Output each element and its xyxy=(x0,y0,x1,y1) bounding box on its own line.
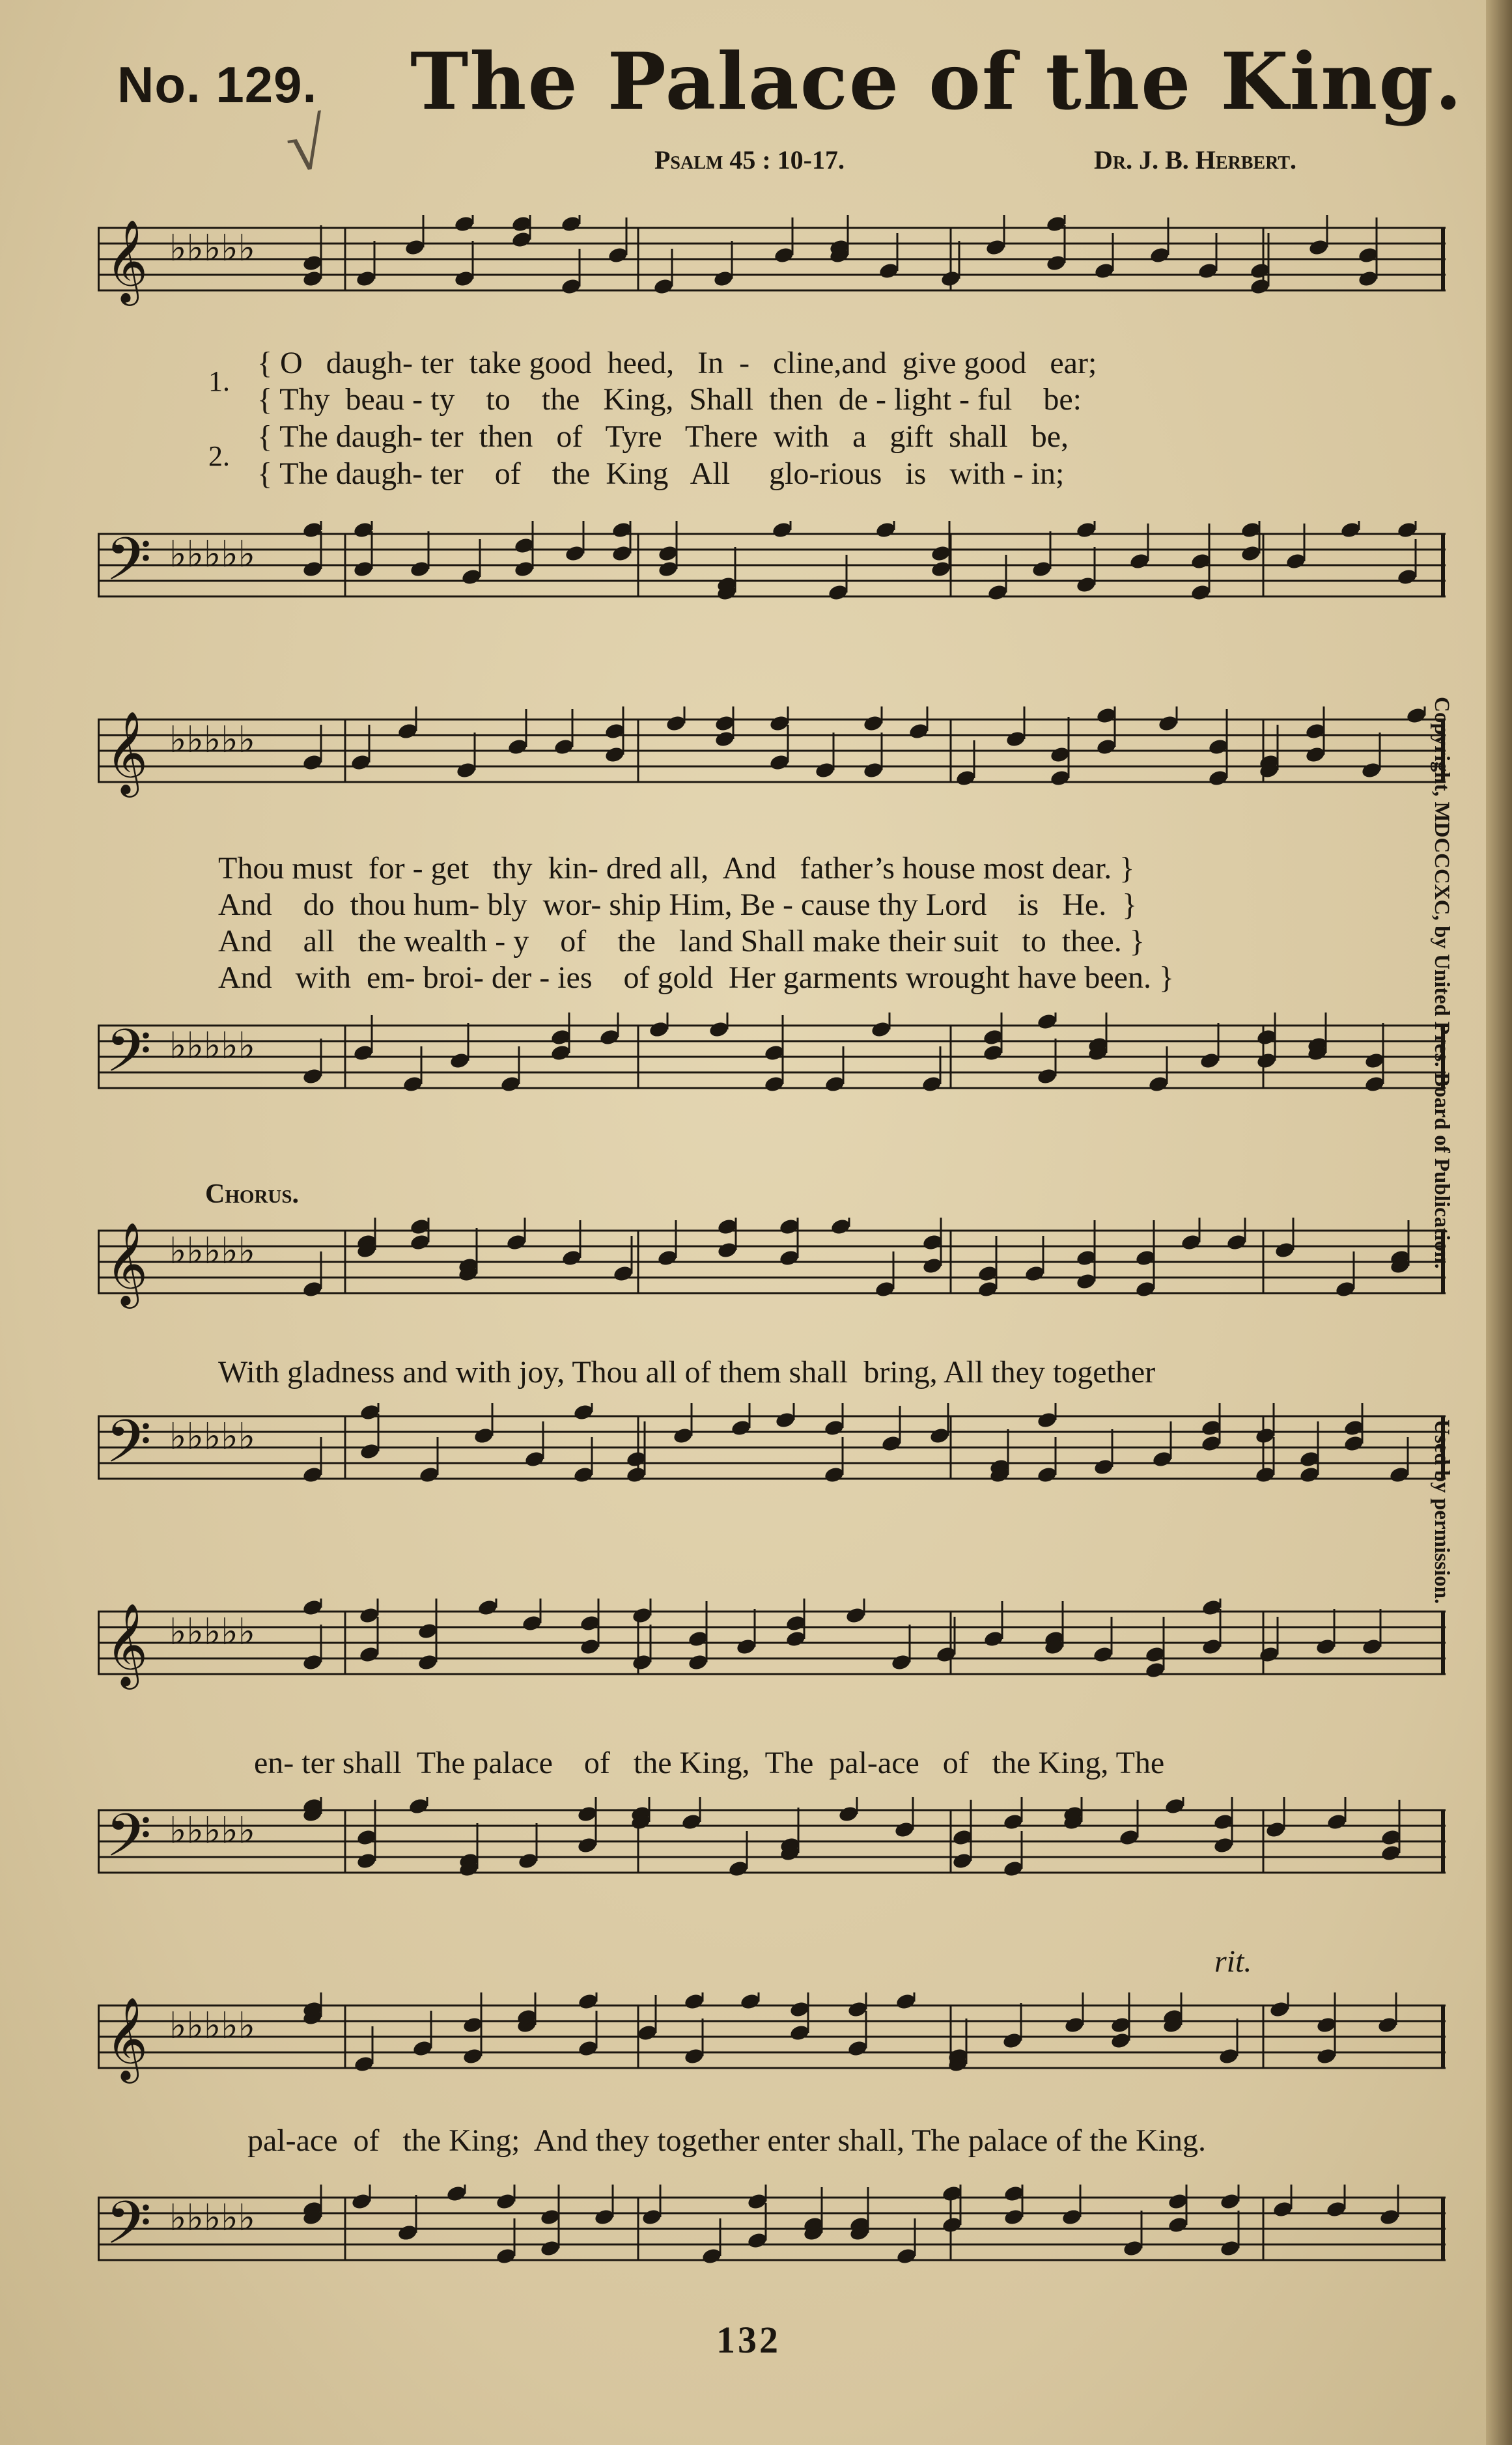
system-3-bass-staff xyxy=(98,1403,1446,1501)
copyright-notice: Copyright, MDCCCXC, by United Pres. Board of Publication. xyxy=(1430,697,1453,1269)
staff-notation xyxy=(98,521,1446,619)
staff-notation xyxy=(98,706,1446,804)
lyric-line: And do thou hum- bly wor- ship Him, Be - cause thy Lord is He. } xyxy=(218,887,1138,922)
lyric-line: { The daugh- ter of the King All glo-rious is with - in; xyxy=(257,456,1065,491)
bass-clef-icon: 𝄢 xyxy=(105,1407,152,1490)
staff-notation xyxy=(98,2185,1446,2282)
chorus-lyric-line: With gladness and with joy, Thou all of them shall bring, All they together xyxy=(218,1355,1156,1390)
chorus-lyric-line: pal-ace of the King; And they together enter shall, The palace of the King. xyxy=(247,2123,1206,2158)
staff-notation xyxy=(98,215,1446,313)
bass-clef-icon: 𝄢 xyxy=(105,1801,152,1884)
treble-clef-icon: 𝄞 xyxy=(105,1996,148,2080)
system-3-treble-staff xyxy=(98,1218,1446,1315)
key-signature-flats: ♭♭♭♭♭ xyxy=(169,2197,256,2239)
hymn-number: No. 129. xyxy=(117,56,318,113)
staff-notation xyxy=(98,1218,1446,1315)
system-4-treble-staff xyxy=(98,1599,1446,1696)
chorus-lyric-line: en- ter shall The palace of the King, The pal-ace of the King, The xyxy=(254,1746,1165,1780)
key-signature-flats: ♭♭♭♭♭ xyxy=(169,719,256,761)
key-signature-flats: ♭♭♭♭♭ xyxy=(169,1025,256,1067)
key-signature-flats: ♭♭♭♭♭ xyxy=(169,2005,256,2047)
lyric-line: And with em- broi- der - ies of gold Her garments wrought have been. } xyxy=(218,960,1174,995)
system-1-bass-staff xyxy=(98,521,1446,619)
scripture-reference: Psalm 45 : 10-17. xyxy=(654,145,845,175)
system-5-treble-staff xyxy=(98,1992,1446,2090)
composer-credit: Dr. J. B. Herbert. xyxy=(1094,145,1297,175)
bass-clef-icon: 𝄢 xyxy=(105,2188,152,2272)
staff-notation xyxy=(98,1992,1446,2090)
lyric-line: { Thy beau - ty to the King, Shall then de - light - ful be: xyxy=(257,382,1082,417)
system-5-bass-staff xyxy=(98,2185,1446,2282)
lyric-line: And all the wealth - y of the land Shall make their suit to thee. } xyxy=(218,924,1145,958)
tempo-marking: rit. xyxy=(1214,1944,1252,1979)
hymn-title: The Palace of the King. xyxy=(410,36,1464,128)
system-2-bass-staff xyxy=(98,1013,1446,1110)
chorus-label: Chorus. xyxy=(205,1179,299,1209)
verse-number-2: 2. xyxy=(208,440,230,472)
key-signature-flats: ♭♭♭♭♭ xyxy=(169,1230,256,1272)
lyric-line: Thou must for - get thy kin- dred all, And father’s house most dear. } xyxy=(218,851,1135,886)
treble-clef-icon: 𝄞 xyxy=(105,710,148,794)
page-edge xyxy=(1486,0,1512,2445)
page-number: 132 xyxy=(716,2319,781,2361)
bass-clef-icon: 𝄢 xyxy=(105,1016,152,1100)
system-4-bass-staff xyxy=(98,1797,1446,1895)
staff-notation xyxy=(98,1599,1446,1696)
key-signature-flats: ♭♭♭♭♭ xyxy=(169,1611,256,1653)
key-signature-flats: ♭♭♭♭♭ xyxy=(169,1809,256,1852)
treble-clef-icon: 𝄞 xyxy=(105,1222,148,1305)
permission-notice: Used by permission. xyxy=(1430,1419,1453,1604)
lyric-line: { The daugh- ter then of Tyre There with a gift shall be, xyxy=(257,419,1069,454)
system-1-treble-staff xyxy=(98,215,1446,313)
verse-number-1: 1. xyxy=(208,365,230,397)
key-signature-flats: ♭♭♭♭♭ xyxy=(169,227,256,270)
lyric-line: { O daugh- ter take good heed, In - cline,and give good ear; xyxy=(257,346,1097,380)
pencil-check-mark: √ xyxy=(281,103,331,188)
bass-clef-icon: 𝄢 xyxy=(105,525,152,608)
staff-notation xyxy=(98,1403,1446,1501)
key-signature-flats: ♭♭♭♭♭ xyxy=(169,533,256,576)
treble-clef-icon: 𝄞 xyxy=(105,1602,148,1686)
staff-notation xyxy=(98,1013,1446,1110)
system-2-treble-staff xyxy=(98,706,1446,804)
key-signature-flats: ♭♭♭♭♭ xyxy=(169,1416,256,1458)
treble-clef-icon: 𝄞 xyxy=(105,219,148,302)
staff-notation xyxy=(98,1797,1446,1895)
